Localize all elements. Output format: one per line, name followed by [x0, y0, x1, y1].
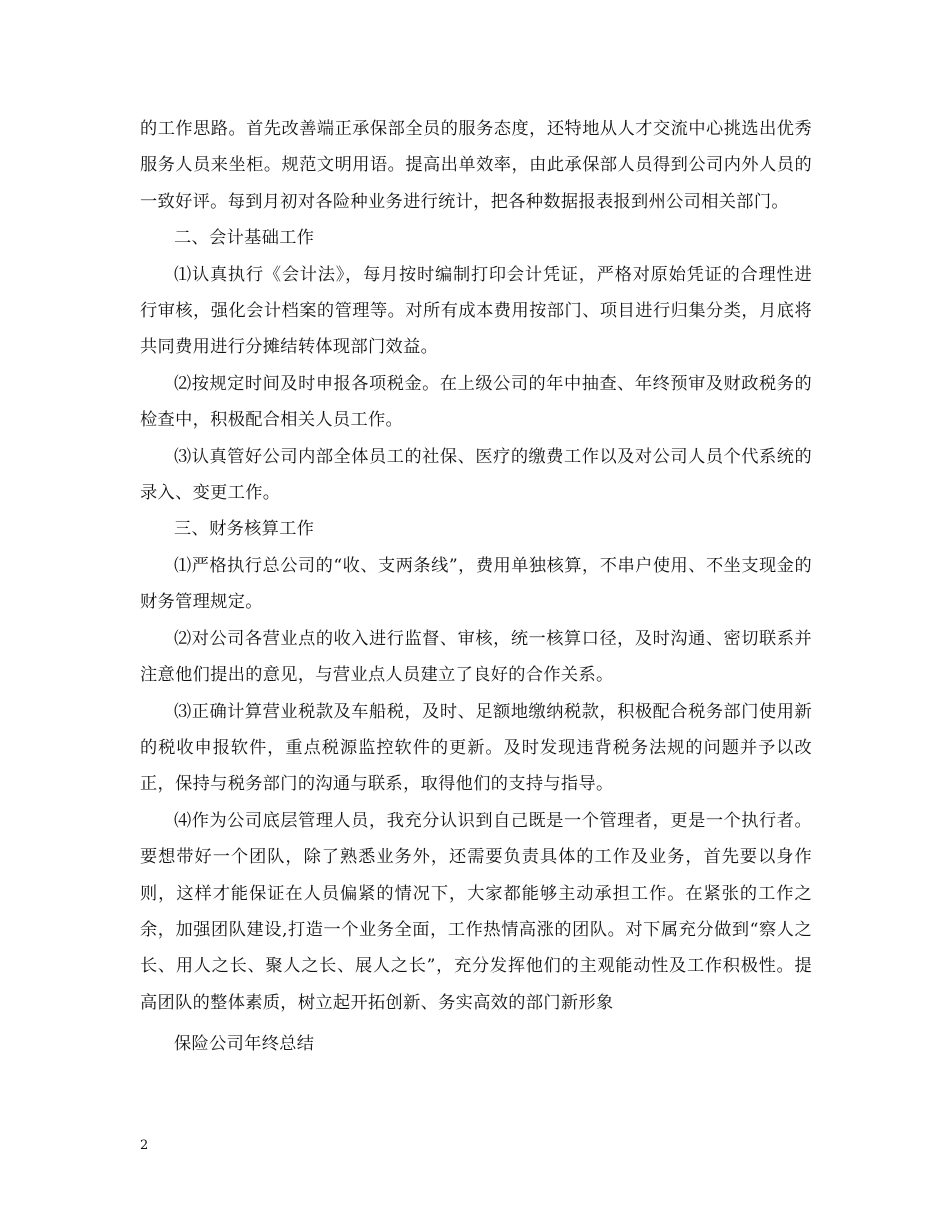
closing-title: 保险公司年终总结 [174, 1034, 315, 1055]
section-heading-financial-accounting: 三、财务核算工作 [174, 519, 315, 540]
body-paragraph-continuation: 的工作思路。首先改善端正承保部全员的服务态度，还特地从人才交流中心挑选出优秀服务人员来坐柜。规范文明用语。提高出单效率，由此承保部人员得到公司内外人员的一致好评。每到月初对各险种业务进行统计，把各种数据报表报到州公司相关部门。 [140, 119, 812, 212]
list-item-financial-4: ⑷作为公司底层管理人员，我充分认识到自己既是一个管理者，更是一个执行者。要想带好一个团队，除了熟悉业务外，还需要负责具体的工作及业务，首先要以身作则，这样才能保证在人员偏紧的情况下，大家都能够主动承担工作。在紧张的工作之余，加强团队建设,打造一个业务全面，工作热情高涨的团队。对下属充分做到“察人之长、用人之长、聚人之长、展人之长”，充分发挥他们的主观能动性及工作积极性。提高团队的整体素质，树立起开拓创新、务实高效的部门新形象 [140, 810, 812, 1013]
document-body [140, 111, 812, 1063]
list-item-financial-2: ⑵对公司各营业点的收入进行监督、审核，统一核算口径，及时沟通、密切联系并注意他们提出的意见，与营业点人员建立了良好的合作关系。 [140, 628, 812, 686]
section-heading-accounting-basics: 二、会计基础工作 [174, 228, 315, 249]
list-item-accounting-3: ⑶认真管好公司内部全体员工的社保、医疗的缴费工作以及对公司人员个代系统的录入、变更工作。 [140, 446, 812, 504]
page-number: 2 [140, 1138, 149, 1153]
list-item-financial-1: ⑴严格执行总公司的“收、支两条线”，费用单独核算，不串户使用、不坐支现金的财务管理规定。 [140, 555, 812, 613]
list-item-accounting-2: ⑵按规定时间及时申报各项税金。在上级公司的年中抽查、年终预审及财政税务的检查中，积极配合相关人员工作。 [140, 373, 812, 431]
list-item-financial-3: ⑶正确计算营业税款及车船税，及时、足额地缴纳税款，积极配合税务部门使用新的税收申报软件，重点税源监控软件的更新。及时发现违背税务法规的问题并予以改正，保持与税务部门的沟通与联系，取得他们的支持与指导。 [140, 701, 812, 795]
list-item-accounting-1: ⑴认真执行《会计法》，每月按时编制打印会计凭证，严格对原始凭证的合理性进行审核，强化会计档案的管理等。对所有成本费用按部门、项目进行归集分类，月底将共同费用进行分摊结转体现部门效益。 [140, 264, 812, 358]
